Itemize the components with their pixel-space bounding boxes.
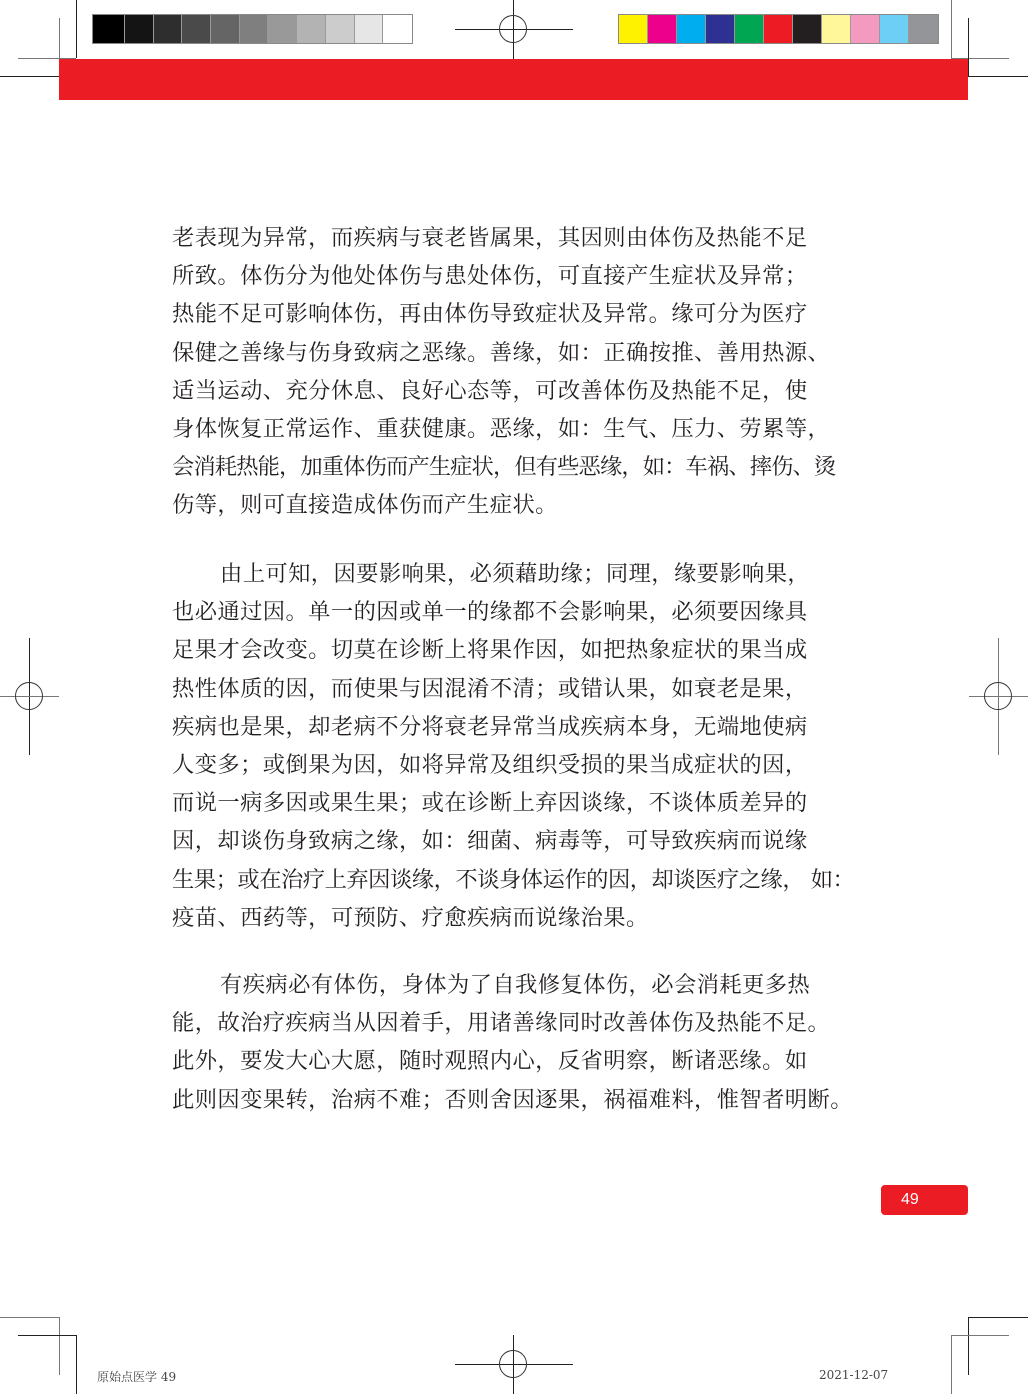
color-swatch — [735, 15, 764, 43]
paragraph-1 — [172, 219, 892, 525]
text-line: 也必通过因。单一的因或单一的缘都不会影响果，必须要因缘具 — [172, 599, 808, 626]
color-swatch — [909, 15, 938, 43]
page-number-badge: 49 — [881, 1185, 968, 1215]
text-line: 生果；或在治疗上弃因谈缘，不谈身体运作的因，却谈医疗之缘， 如： — [172, 866, 855, 893]
color-swatch — [822, 15, 851, 43]
text-line: 热性体质的因，而使果与因混淆不清；或错认果，如衰老是果， — [172, 675, 808, 702]
footer-document-name: 原始点医学 49 — [97, 1370, 177, 1384]
color-swatch — [851, 15, 880, 43]
gray-swatch — [297, 15, 326, 43]
text-line: 适当运动、充分休息、良好心态等，可改善体伤及热能不足，使 — [172, 377, 808, 404]
text-line: 能，故治疗疾病当从因着手，用诸善缘同时改善体伤及热能不足。 — [172, 1010, 831, 1037]
text-line: 有疾病必有体伤，身体为了自我修复体伤，必会消耗更多热 — [220, 972, 811, 998]
text-line: 足果才会改变。切莫在诊断上将果作因，如把热象症状的果当成 — [172, 637, 808, 664]
paragraph-2 — [172, 555, 892, 937]
gray-swatch — [326, 15, 355, 43]
gray-swatch — [383, 15, 412, 43]
text-line: 此则因变果转，治病不难；否则舍因逐果，祸福难料，惟智者明断。 — [172, 1086, 853, 1113]
gray-swatch — [125, 15, 154, 43]
color-swatch — [793, 15, 822, 43]
text-line: 伤等，则可直接造成体伤而产生症状。 — [172, 492, 558, 519]
gray-swatch — [211, 15, 240, 43]
gray-swatch — [182, 15, 211, 43]
footer-date: 2021-12-07 — [819, 1368, 889, 1382]
text-line: 所致。体伤分为他处体伤与患处体伤，可直接产生症状及异常； — [172, 263, 808, 290]
text-line: 保健之善缘与伤身致病之恶缘。善缘，如：正确按推、善用热源、 — [172, 339, 831, 366]
process-color-bar — [618, 14, 939, 44]
paragraph-3 — [172, 966, 892, 1119]
text-line: 疾病也是果，却老病不分将衰老异常当成疾病本身，无端地使病 — [172, 713, 808, 740]
text-line: 身体恢复正常运作、重获健康。恶缘，如：生气、压力、劳累等， — [172, 415, 831, 442]
text-line: 因，却谈伤身致病之缘，如：细菌、病毒等，可导致疾病而说缘 — [172, 828, 808, 855]
text-line: 人变多；或倒果为因，如将异常及组织受损的果当成症状的因， — [172, 751, 808, 778]
header-red-band — [59, 59, 968, 100]
text-line: 热能不足可影响体伤，再由体伤导致症状及异常。缘可分为医疗 — [172, 301, 808, 328]
text-line: 而说一病多因或果生果；或在诊断上弃因谈缘，不谈体质差异的 — [172, 790, 808, 817]
gray-swatch — [93, 15, 125, 43]
text-line: 老表现为异常，而疾病与衰老皆属果，其因则由体伤及热能不足 — [172, 225, 808, 251]
color-swatch — [619, 15, 648, 43]
text-line: 此外，要发大心大愿，随时观照内心，反省明察，断诸恶缘。如 — [172, 1048, 808, 1075]
color-swatch — [706, 15, 735, 43]
text-line: 疫苗、西药等，可预防、疗愈疾病而说缘治果。 — [172, 904, 649, 931]
gray-swatch — [240, 15, 269, 43]
gray-swatch — [268, 15, 297, 43]
text-line: 会消耗热能，加重体伤而产生症状，但有些恶缘，如：车祸、摔伤、烫 — [172, 454, 836, 481]
color-swatch — [677, 15, 706, 43]
grayscale-color-bar — [92, 14, 413, 44]
gray-swatch — [154, 15, 183, 43]
text-line: 由上可知，因要影响果，必须藉助缘；同理，缘要影响果， — [220, 561, 811, 587]
color-swatch — [880, 15, 909, 43]
gray-swatch — [355, 15, 384, 43]
color-swatch — [648, 15, 677, 43]
color-swatch — [764, 15, 793, 43]
